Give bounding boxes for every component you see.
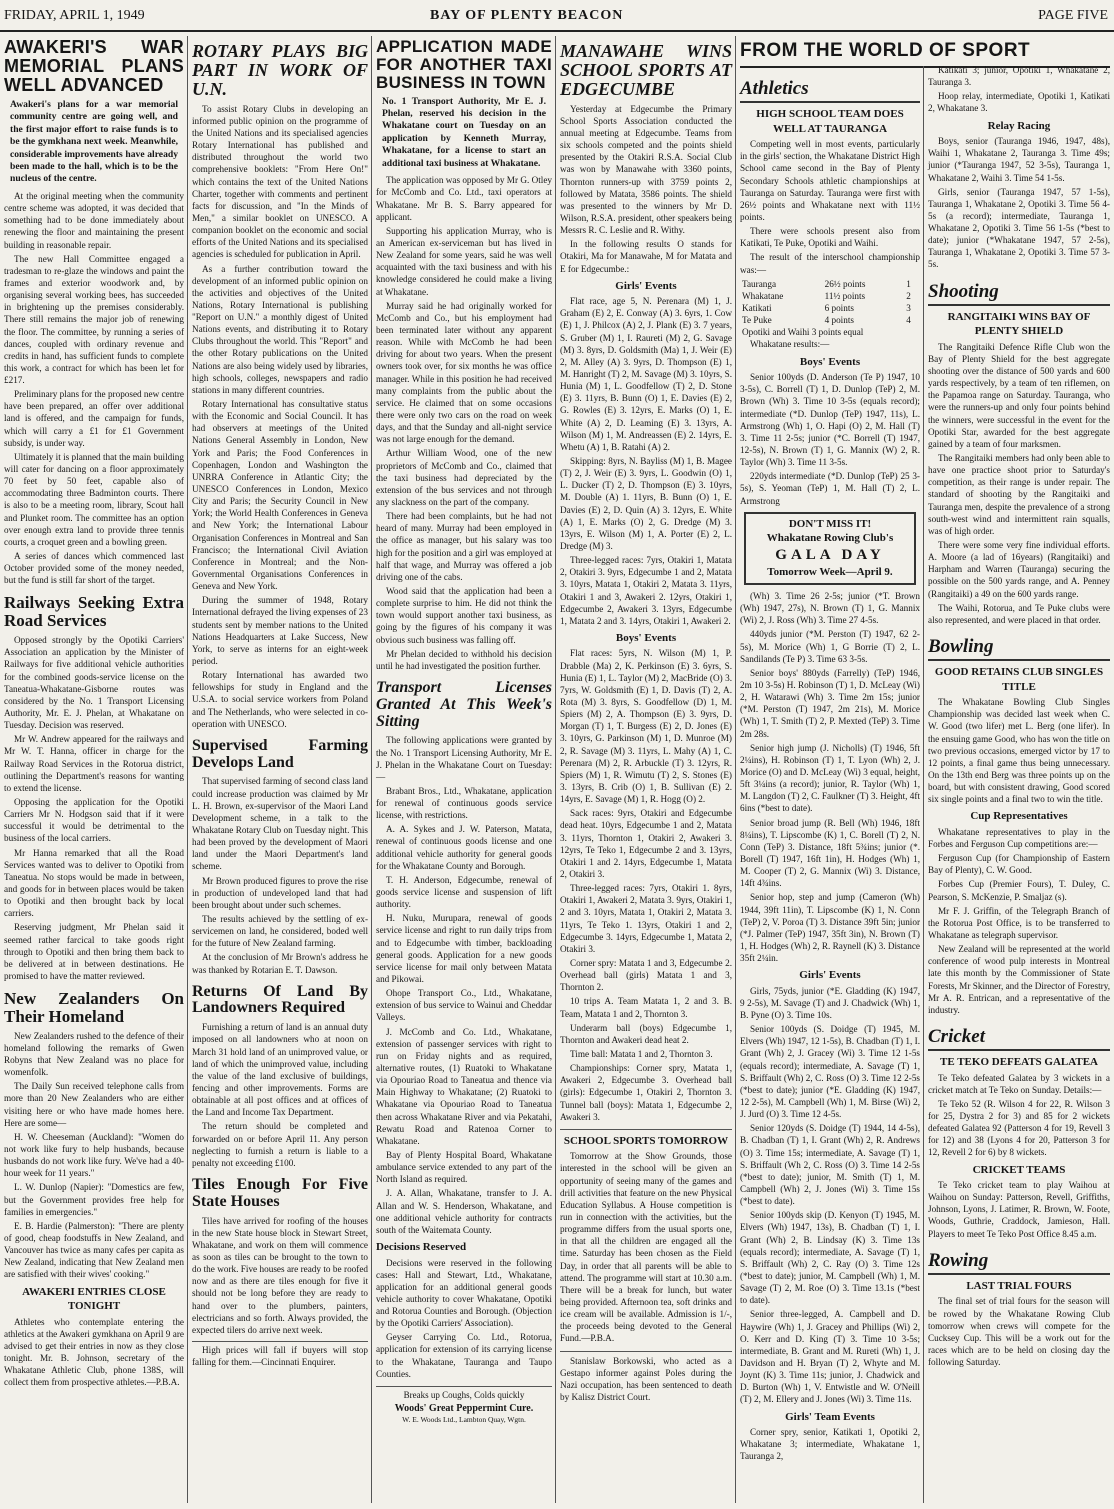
paragraph: The new Hall Committee engaged a tradesman to re-glaze the windows and paint the frames and exterior woodwork and, by organising several working bees, has succeeded in brightening up the premises considerably. There still remains the major job of renewing the floor. The committee, by running a series of dances, coupled with ordinary revenue and credits in hand, has sufficient funds to complete this work, a contract for which has been let for £217.	[4, 253, 184, 386]
headline-manawahe: MANAWAHE WINS SCHOOL SPORTS AT EDGECUMBE	[560, 41, 732, 99]
paragraph: Whakatane results:—	[750, 339, 830, 350]
headline-taxi-business: APPLICATION MADE FOR ANOTHER TAXI BUSINESS IN TOWN	[376, 37, 552, 92]
paragraph: Rotary International has awarded two fellowships for study in England and the U.S.A. to social service workers from Poland and The Netherlands, who were selected in co-operation with UNESCO.	[192, 670, 368, 729]
paragraph: Three-legged races: 7yrs, Otakiri 1, Matata 2, Otakiri 3. 9yrs, Edgecumbe 1 and 2, Matata 3. 10yrs, Matata 1, Otakiri 2, Matata 3. 11yrs, Otakiri 1 and 3, Awakeri 2. 12yrs, Otakiri 1, Edgecumbe 2, Awakeri 3. 13yrs, Edgecumbe 1, Matata 2 and 3. 14yrs, Otakiri 1, Awakeri 2.	[560, 555, 732, 626]
table-row: Te Puke 4 points 4	[742, 315, 911, 326]
box-line: Tomorrow Week—April 9.	[767, 566, 893, 579]
filler-quote: High prices will fall if buyers will stop falling for them.—Cincinnati Enquirer.	[192, 1341, 368, 1368]
section-cricket: Cricket	[928, 1024, 1110, 1051]
paragraph: Whakatane representatives to play in the Forbes and Ferguson Cup competitions are:—	[928, 826, 1110, 849]
column-rule	[735, 36, 736, 1503]
subhead-boys-events: Boys' Events	[615, 631, 677, 644]
paragraph: Girls, 75yds, junior (*E. Gladding (K) 1947, 9 2-5s), M. Savage (T) and J. Chadwick (Wh) 1, B. Pyne (O) 3. Time 10s.	[740, 985, 920, 1020]
paragraph: Mr Brown produced figures to prove the rise in production of undeveloped land that had been brought about under such schemes.	[192, 875, 368, 910]
box-line: Whakatane Rowing Club's	[766, 532, 894, 545]
paragraph: Flat races: 5yrs, N. Wilson (M) 1, P. Drabble (Ma) 2, K. Perkinson (E) 3. 6yrs, S. Hunia (E) 1, L. Taylor (M) 2, MacBride (O) 3. 7yrs, W. Goldsmith (E) 1, D. Davis (T) 2, A. Rota (M) 3. 8yrs, S. Goodfellow (D) 1, M. Spiers (M) 2, A. Thompson (E) 3. 9yrs, D. Morgan (T) 1, T. Burgess (E) 2, D. Jones (E) 3. 10yrs, G. Parkinson (M) 1, D. Munroe (M) 2, R. Savage (M) 3. 11yrs, L. Mahy (A) 1, C. Perenara (M) 2, R. Arbuckle (T) 3. 12yrs, R. Spiers (M) 1, R. Wimutu (T) 2, S. Stones (E) 3. 13yrs, B. Crib (O) 1, B. Sullivan (E) 2. 14yrs, E. Savage (M) 1, R. Hogg (O) 2.	[560, 648, 732, 805]
paragraph: Arthur William Wood, one of the new proprietors of McComb and Co., claimed that the taxi business had depreciated by the extension of the bus services and not through any slackness on the part of the company.	[376, 448, 552, 507]
headline-high-school-team: HIGH SCHOOL TEAM DOES WELL AT TAURANGA	[756, 108, 904, 135]
paragraph: Senior high jump (J. Nicholls) (T) 1946, 5ft 2¼ins), H. Robinson (T) 1, T. Lyon (Wh) 2, J. Morice (O) and D. McLeay (Wi) 3 equal, height, 5ft 3¼ins (a record); junior, R. Taylor (Wh) 1, M. Langdon (T) 2, C. Faulkner (T) 3. Height, 4ft 6ins (*best to date).	[740, 742, 920, 814]
paragraph: The Rangitaiki Defence Rifle Club won the Bay of Plenty Shield for the best aggregate shooting over the distance of 500 yards and 600 yards respectively, by a team of ten riflemen, on the Papamoa range on Saturday. Tauranga, who were the runners-up and only four points behind the winners, were successful in the event for the Opotiki Star, awarded for the best aggregate gained by a team of four marksmen.	[928, 341, 1110, 449]
paragraph: Boys, senior (Tauranga 1946, 1947, 48s), Waihi 1, Whakatane 2, Tauranga 3. Time 49s; junior (*Tauranga 1947, 52 3-5s), Tauranga 1, Whakatane 2, Waihi 3. Time 54 1-5s.	[928, 136, 1110, 183]
paragraph: Opposing the application for the Opotiki Carriers Mr N. Hodgson said that if it were successful it would be detrimental to the business of the local carriers.	[4, 796, 184, 844]
paragraph: The Daily Sun received telephone calls from more than 20 New Zealanders who are either visiting here or who have made homes here. Here are some—	[4, 1081, 184, 1128]
paragraph: Hoop relay, intermediate, Opotiki 1, Katikati 2, Whakatane 3.	[928, 91, 1110, 114]
section-bowling: Bowling	[928, 634, 1110, 661]
headline-good-retains: GOOD RETAINS CLUB SINGLES TITLE	[934, 666, 1104, 693]
paragraph: Three-legged races: 7yrs, Otakiri 1. 8yrs, Otakiri 1, Awakeri 2, Matata 3. 9yrs, Otakiri 1, 2 and 3. 10yrs, Matata 1, Otakiri 2, Matata 3. 11yrs, Te Teko 1. 13yrs, Otakiri 1 and 2, Edgecumbe 3. 14yrs, Edgecumbe 1, Matata 2, Otakiri 3.	[560, 883, 732, 954]
paragraph: That supervised farming of second class land could increase production was claimed by Mr L. H. Brown, ex-supervisor of the Maori Land Development scheme, in a talk to the Whakatane Rotary Club on Tuesday night. This had been proved by the development of Maori land under the Maori Department's land scheme.	[192, 776, 368, 872]
masthead	[0, 0, 1114, 32]
paragraph: The results achieved by the settling of ex-servicemen on land, he considered, boded well for the future of New Zealand farming.	[192, 913, 368, 949]
advert-line: Breaks up Coughs, Colds quickly	[403, 1389, 525, 1400]
headline-awakeri-memorial: AWAKERI'S WAR MEMORIAL PLANS WELL ADVANCED	[4, 37, 184, 95]
paragraph: (Wh) 3. Time 26 2-5s; junior (*T. Brown (Wh) 1947, 27s), N. Brown (T) 1, G. Mannix (Wi) 2, J. Ross (Wh) 3. Time 27 4-5s.	[740, 590, 920, 626]
paragraph: 220yds intermediate (*D. Dunlop (TeP) 25 3-5s), S. Yeoman (TeP) 1, M. Hall (T) 2, L. Armstrong	[740, 471, 920, 506]
paragraph: Preliminary plans for the proposed new centre have been prepared, an offer over additional land is offered, and the campaign for funds, which will carry a £1 for £1 Government subsidy, is under way.	[4, 389, 184, 448]
column-rule	[187, 36, 188, 1503]
page-number: PAGE FIVE	[1038, 8, 1108, 23]
paragraph: There were schools present also from Katikati, Te Puke, Opotiki and Waihi.	[740, 226, 920, 249]
paragraph: Mr Phelan decided to withhold his decision until he had investigated the position further.	[376, 648, 552, 671]
subhead-cup-representatives: Cup Representatives	[970, 810, 1068, 823]
paragraph: Decisions were reserved in the following cases: Hall and Stewart, Ltd., Whakatane, application for an additional general goods vehicle authority to cover Whakatane, Opotiki and Rotorua Counties and Borough. (Objection by the Opotiki Carriers' Association).	[376, 1257, 552, 1329]
paragraph: Corner spry: Matata 1 and 3, Edgecumbe 2. Overhead ball (girls) Matata 1 and 3, Thornton 2.	[560, 957, 732, 993]
table-row: Whakatane 11½ points 2	[742, 290, 911, 301]
paragraph: J. McComb and Co. Ltd., Whakatane, extension of passenger services with right to run on Friday nights and as required, alternative routes, (1) Ruatoki to Whakatane via Opouriao Road to Taneatua and thence via Main Highway to Whakatane; (2) Ruatoki to Whakatane via Opouriao Road to Taneatua then across Whakatane River and via Pekatahi, Rewatu Road and Ratenoa Corner to Whakatane.	[376, 1026, 552, 1146]
paragraph: Championships: Corner spry, Matata 1, Awakeri 2, Edgecumbe 3. Overhead ball (girls): Edgecumbe 1, Otakiri 2, Thornton 3. Tunnel ball (boys): Matata 1, Edgecumbe 2, Awakeri 3.	[560, 1063, 732, 1122]
headline-awakeri-entries: AWAKERI ENTRIES CLOSE TONIGHT	[22, 1285, 166, 1313]
paragraph: H. W. Cheeseman (Auckland): "Women do not work like fury to help husbands, because husbands do not work like fury. We've had a 40-hour week for 11 years."	[4, 1131, 184, 1179]
paragraph: As a further contribution toward the development of an informed public opinion on the activities and objectives of the United Nations, Rotary International is publishing "Report on U.N." a monthly digest of United Nations events, and distributing it to Rotary Clubs throughout the world. This "Report" and the other Rotary publications on the United Nations are also being widely used by libraries, high schools, colleges, newspapers and radio stations in many different countries.	[192, 263, 368, 395]
table-row: Opotiki and Waihi 3 points equal	[742, 327, 864, 338]
paragraph: Te Teko defeated Galatea by 3 wickets in a cricket match at Te Teko on Sunday. Details:—	[928, 1072, 1110, 1095]
paragraph: Sack races: 9yrs, Otakiri and Edgecumbe dead heat. 10yrs, Edgecumbe 1 and 2, Matata 3. 11yrs, Thornton 1, Otakiri 2, Awakeri 3. 12yrs, Te Teko 1, Edgecumbe 2 and 3. 13yrs, Otakiri 1 and 2. 14yrs, Edgecumbe 1, Matata 2, Otakiri 3.	[560, 808, 732, 879]
paragraph: A. A. Sykes and J. W. Paterson, Matata, renewal of continuous goods license and one additional vehicle authority for general goods for the Whakatane County and Borough.	[376, 824, 552, 871]
headline-rotary: ROTARY PLAYS BIG PART IN WORK OF U.N.	[192, 41, 368, 99]
paragraph: Mr Hanna remarked that all the Road Services wanted was to deliver to Opotiki from Taneatua. No stops would be made in between, and goods for in between places would be taken to Opotiki and then brought back by local carriers.	[4, 847, 184, 919]
paragraph: Yesterday at Edgecumbe the Primary School Sports Association conducted the annual meeting at Edgecumbe. Teams from six schools competed and the points shield presented by the Otakiri R.S.A. Social Club was won by Manawahe with 3360 points, Thornton runners-up with 3759 points 2, followed by Matata, 3586 points. The shield was presented to the winners by Mr D. Wilson, R.S.A. president, other speakers being Messrs R. C. Leslie and R. Withy.	[560, 103, 732, 236]
paragraph: Senior boys' 880yds (Farrelly) (TeP) 1946, 2m 10 3-5s) H. Robinson (T) 1, D. McLeay (Wi) 2, H. Watarawi (Wh) 3. Time 2m 15s; junior (*M. Perston (T) 1947, 2m 21s), M. Morice (Wh) 1, T. Smith (T) 2, P. Mexted (TeP) 3. Time 2m 28s.	[740, 667, 920, 739]
column-rule	[555, 36, 556, 1503]
paragraph: New Zealand will be represented at the world conference of wood pulp interests in Montreal late this month by the Commissioner of State Forests, Mr Skinner, and the Director of Forestry, Mr A. R. Entrican, and a representative of the industry.	[928, 944, 1110, 1015]
section-shooting: Shooting	[928, 279, 1110, 306]
paragraph: Ferguson Cup (for Championship of Eastern Bay of Plenty), C. W. Good.	[928, 853, 1110, 876]
headline-supervised-farming: Supervised Farming Develops Land	[192, 736, 368, 771]
paragraph: Supporting his application Murray, who is an American ex-serviceman but has lived in New Zealand for some years, said he was well acquainted with the taxi business and with his knowledge considered he could make a living at Whakatane.	[376, 225, 552, 297]
paragraph: 440yds junior (*M. Perston (T) 1947, 62 2-5s), M. Morice (Wh) 1, G Borrie (T) 2, L. Sandilands (Te P) 3. Time 63 3-5s.	[740, 629, 920, 664]
paragraph: H. Nuku, Murupara, renewal of goods service license and right to run daily trips from and to Edgecumbe with timber, backloading general goods. Application for a new goods service license for mail only between Matata and Pikowai.	[376, 913, 552, 985]
paragraph: The final set of trial fours for the season will be rowed by the Whakatane Rowing Club tomorrow when crews will compete for the Cucksey Cup. This will be a work out for the races which are to be held on closing day the following Saturday.	[928, 1296, 1110, 1368]
advert-line: W. E. Woods Ltd., Lambton Quay, Wgtn.	[402, 1414, 526, 1424]
headline-te-teko: TE TEKO DEFEATS GALATEA	[939, 1056, 1098, 1069]
paragraph: The Rangitaiki members had only been able to have one practice shoot prior to Saturday's competition, as their range is under repair. The standard of shooting by the Rangitaiki and Tauranga men, despite the prevalence of a strong south-west wind and intermittent rain squalls, was of high order.	[928, 453, 1110, 536]
paragraph: Rotary International has consultative status with the Economic and Social Council. It has had observers at meetings of the United Nations General Assembly in London, New York and Paris; the Food Conferences in Copenhagen, London and Washington the UNRRA Conference in Atlantic City; the UNESCO Conferences in London, Mexico City and Paris; the Security Council in New York; the World Health Conferences in Geneva and New York; the International Labour Organisation Conferences in Montreal and San Francisco; the International Civil Aviation Conference in Montreal; and the Non-Governmental Organisations Conferences in Geneva and New York.	[192, 399, 368, 592]
headline-rangitaiki: RANGITAIKI WINS BAY OF PLENTY SHIELD	[947, 310, 1091, 338]
paragraph: Girls, senior (Tauranga 1947, 57 1-5s), Tauranga 1, Whakatane 2, Opotiki 3. Time 56 4-5s (a record); intermediate, Tauranga 1, Whakatane 2, Opotiki 3. Time 56 1-5s (*best to date); junior (*Whakatane 1947, 57 2-5s), Tauranga 1, Whakatane 2, Opotiki 3. Time 57 3-5s.	[928, 186, 1110, 270]
headline-cricket-teams: CRICKET TEAMS	[972, 1163, 1066, 1176]
paragraph: Skipping: 8yrs, N. Bayliss (M) 1, B. Magee (T) 2, J. Weir (E) 3. 9yrs, L. Goodwin (O) 1, L. Ducker (T) 2, D. Thompson (E) 3. 10yrs, M. Double (A) 1. 11yrs, B. Bunn (O) 1, E. Davies (E) 2, D. Quin (A) 3. 12yrs, E. White (A) 1, E. Marks (O) 2, G. Dredge (M) 3. 13yrs, E. Wilson (M) 1, A. Porter (E) 2, L. Dredge (M) 3.	[560, 455, 732, 551]
subhead-relay-racing: Relay Racing	[987, 119, 1051, 132]
paragraph: Senior 100yds (S. Doidge (T) 1945, M. Elvers (Wh) 1947, 12 1-5s), B. Chadban (T) 1, I. Grant (Wh) 2, J. Gracey (Wi) 3. Time 12 1-5s (equals record); intermediate, A. Savage (T) 1, S. Briffault (Wh) 2, C. Ross (O) 3. Time 12 2-5s (*best to date); junior (*E. Gladding (K) 1947, 12 2-5s), M. Campbell (Wh) 1, M. Birse (Wi) 2, J. Jurd (O) 3. Time 12 4-5s.	[740, 1024, 920, 1120]
issue-date: FRIDAY, APRIL 1, 1949	[4, 8, 145, 23]
paragraph: Senior 100yds (D. Anderson (Te P) 1947, 10 3-5s), C. Borrell (T) 1, D. Dunlop (TeP) 2, M. Brown (Wh) 3. Time 10 3-5s (equals record); intermediate (*D. Dunlop (TeP) 1947, 11s), L. Armstrong (Wh) 1, O. Hapi (O) 2, M. Hall (T) 3. Time 11 2-5s; junior (*C. Borrell (T) 1947, 12-5s), N. Brown (T) 1, G. Mannix (W) 2, R. Taylor (Wh) 3. Time 11 3-5s.	[740, 372, 920, 468]
advert-brand: Woods' Great Peppermint Cure.	[394, 1402, 534, 1414]
headline-returns-of-land: Returns Of Land By Landowners Required	[192, 982, 368, 1017]
paragraph: Competing well in most events, particularly in the girls' section, the Whakatane District High School came second in the Bay of Plenty Secondary Schools athletic championships at Tauranga on Saturday. Tauranga were first with 26½ points and Whakatane next with 11½ points.	[740, 139, 920, 223]
paragraph: At the conclusion of Mr Brown's address he was thanked by Rotarian E. T. Dawson.	[192, 952, 368, 975]
paragraph: Senior hop, step and jump (Cameron (Wh) 1944, 39ft 11in), T. Lipscombe (K) 1, N. Conn (TeP) 2, V. Poroa (T) 3. Distance 39ft 5in; junior (*J. Palmer (TeP) 1947, 35ft 3in), N. Brown (T) 1, H. Hodges (Wh) 2, R. Raynell (K) 3. Distance 35ft 2¼in.	[740, 892, 920, 964]
paragraph: Tomorrow at the Show Grounds, those interested in the school will be given an opportunity of seeing many of the games and drill activities that feature on the new Physical Education Syllabus. A House competition is run in connection with the activities, but the programme differs from the usual sports one, in that all the children are engaged all the time. Saturday has been chosen as the Field Day, in order that all parents will be able to attend. The programme will start at 10.30 a.m. There will be a break for lunch, but water being provided. Afternoon tea, soft drinks and ice cream will be available. Admission is 1/-, the proceeds being devoted to the General Fund.—P.B.A.	[560, 1151, 732, 1344]
paragraph: The Waihi, Rotorua, and Te Puke clubs were also represented, and were placed in that order.	[928, 602, 1110, 625]
paragraph: Opposed strongly by the Opotiki Carriers' Association an application by the Minister of Railways for five additional vehicle authorities for the combined goods-service license on the Taneatua-Whakatane-Gisborne routes was considered by the No. 1 Transport Licensing Authority, Mr. E. J. Phelan, at Whakatane on Tuesday. Decision was reserved.	[4, 635, 184, 731]
paragraph: L. W. Dunlop (Napier): "Domestics are few, but the Government provides free help for families in emergencies."	[4, 1182, 184, 1217]
paragraph: There were some very fine individual efforts. A. Moore (a lad of 16years) (Rangitaiki) and Harpham and Warren (Tauranga) securing the possible on the 500 yards range, and A. Penney (Rangitaiki) a 49 on the 600 yards range.	[928, 539, 1110, 599]
column-6	[928, 64, 1110, 1503]
table-row: Tauranga 26½ points 1	[742, 278, 911, 289]
headline-last-trial-fours: LAST TRIAL FOURS	[966, 1279, 1072, 1292]
column-rule	[923, 66, 924, 1503]
paragraph: Athletes who contemplate entering the athletics at the Awakeri gymkhana on April 9 are advised to get their entries in now as they close tonight. Mr. B. Johnson, secretary of the Whakatane Athletic Club, phone 138S, will collect them from prospective athletes.—P.B.A.	[4, 1316, 184, 1388]
paragraph: The application was opposed by Mr G. Otley for McComb and Co. Ltd., taxi operators at Whakatane. Mr B. S. Barry appeared for applicant.	[376, 175, 552, 222]
paragraph: Reserving judgment, Mr Phelan said it seemed rather farcical to take goods right through to Opotiki and then bring them back to be delivered at in between destinations. He promised to have the matter reviewed.	[4, 922, 184, 981]
paragraph: Flat race, age 5, N. Perenara (M) 1, J. Graham (E) 2, E. Conway (A) 3. 6yrs, 1. Cow (E) 1, J. Philcox (A) 2, J. Plank (E) 3. 7 years, S. Gruber (M) 1, I. Raureti (M) 2, G. Savage (M) 3. 8yrs, D. Goldsmith (Ma) 1, J. Weir (E) 2, M. Alley (A) 3. 9yrs, D. Thompson (E) 1, M. Hanright (T) 2, M. Savage (M) 3. 10yrs, S. Hunia (M) 1, L. Goodfellow (T) 2, D. Stone (E) 3. 11yrs, B. Bunn (O) 1, E. Davies (E) 2, G. Rowles (E) 3. 12yrs, E. Marks (O) 1, E. White (A) 2, D. Leaming (E) 3. 13yrs, A. Wilson (M) 1, M. Andreassen (E) 2. 14yrs, E. Whetu (A) 1, B. Ratahi (A) 2.	[560, 296, 732, 452]
paragraph: Corner spry, senior, Katikati 1, Opotiki 2, Whakatane 3; intermediate, Whakatane 1, Tauranga 2,	[740, 1427, 920, 1462]
paragraph: Mr F. J. Griffin, of the Telegraph Branch of the Rotorua Post Office, is to be transferred to Whakatane as telegraph supervisor.	[928, 905, 1110, 940]
paragraph: T. H. Anderson, Edgecumbe, renewal of goods service license and suspension of lift authority.	[376, 874, 552, 910]
paragraph: Geyser Carrying Co. Ltd., Rotorua, application for extension of its carrying license to the Whakatane, Tauranga and Taupo Counties.	[376, 1332, 552, 1379]
paragraph: Furnishing a return of land is an annual duty imposed on all landowners who at noon on March 31 hold land of an unimproved value, or land of which the unimproved value, including the value of the land exclusive of buildings, fencing and other improvements. Forms are obtainable at all post offices and at offices of the Land and Income Tax Department.	[192, 1022, 368, 1118]
paragraph: During the summer of 1948, Rotary International defrayed the living expenses of 23 students sent by member nations to the United Nations Headquarters at Lake Success, New York, to serve as interns for an eight-week period.	[192, 595, 368, 666]
table-row: Katikati 6 points 3	[742, 303, 911, 314]
paragraph: The following applications were granted by the No. 1 Transport Licensing Authority, Mr E. J. Phelan in the Whakatane Court on Tuesday:—	[376, 735, 552, 782]
paragraph: J. A. Allan, Whakatane, transfer to J. A. Allan and W. S. Henderson, Whakatane, and one additional vehicle authority for contracts south of the Waitemata County.	[376, 1188, 552, 1235]
paragraph: Senior three-legged, A. Campbell and D. Haywire (Wh) 1, J. Gracey and Phillips (Wi) 2, O. Kerr and D. King (T) 3. Time 10 3-5s; intermediate, B. Grant and M. Rureti (Wh) 1, J. Davidson and H. Bryan (T) 2, Whyte and M. Joynt (K) 3. Time 11s; junior, J. Chadwick and D. Burton (Wh) 1, V. Entwistle and W. O'Neill (T) 2, M. Ellery and J. Jones (Wi) 3. Time 11s.	[740, 1309, 920, 1405]
paragraph: Forbes Cup (Premier Fours), T. Duley, C. Pearson, S. McKenzie, P. Smaljaz (s).	[928, 879, 1110, 902]
subhead-girls-events: Girls' Events	[799, 969, 861, 982]
column-4	[560, 36, 732, 1503]
headline-transport-licenses: Transport Licenses Granted At This Week's Sitting	[376, 678, 552, 730]
interschool-results-table	[740, 278, 920, 339]
subhead-decisions-reserved: Decisions Reserved	[376, 1240, 467, 1253]
paragraph: Bay of Plenty Hospital Board, Whakatane ambulance service extended to any part of the North Island as required.	[376, 1150, 552, 1185]
section-rowing: Rowing	[928, 1248, 1110, 1275]
advert-peppermint-cure	[376, 1386, 552, 1425]
box-line: DON'T MISS IT!	[788, 517, 872, 530]
paragraph: Senior 100yds skip (D. Kenyon (T) 1945, M. Elvers (Wh) 1947, 13s), B. Chadban (T) 1, I. Grant (Wh) 2, B. Lindsay (K) 3. Time 13s (equals record); intermediate, A. Savage (T) 1, S. Briffault (Wh) 2, C. Ray (O) 3. Time 12s (*best to date); junior, M. Campbell (Wh) 1, M. Savage (T) 2, M. Roe (O) 3. Time 13.1s (*best to date).	[740, 1210, 920, 1306]
paragraph: Te Teko 52 (R. Wilson 4 for 22, R. Wilson 3 for 25, Dystra 2 for 3) and 85 for 2 wickets defeated Galatea 92 (Patterson 4 for 19, Revell 3 for 12) and 38 (Lyons 4 for 20, Patterson 3 for 12, Revell 2 for 6) by 8 wickets.	[928, 1098, 1110, 1158]
paragraph: 10 trips A. Team Matata 1, 2 and 3. B. Team, Matata 1 and 2, Thornton 3.	[560, 996, 732, 1019]
paragraph: New Zealanders rushed to the defence of their homeland following the remarks of Gwen Robyns that New Zealand was no place for womenfolk.	[4, 1030, 184, 1078]
subhead-boys-events: Boys' Events	[799, 355, 861, 368]
subhead-girls-events: Girls' Events	[615, 279, 677, 292]
paragraph: There had been complaints, but he had not heard of many. Murray had been employed in the office as manager, but his salary was too high for the position and a girl was employed at half that wage, and Murray was offered a job driving one of the cabs.	[376, 511, 552, 582]
paragraph: A series of dances which commenced last October provided some of the money needed, but the fund is still far short of the target.	[4, 551, 184, 586]
gala-day-box	[744, 512, 916, 585]
paragraph: Tiles have arrived for roofing of the houses in the new State house block in Stewart Street, Whakatane, and work on them will commence as soon as tiles can be brought to the town to do the work. Five houses are ready to be roofed now and as there are tiles enough for five it should not be long before they are ready to hand over to the plumbers, painters, electricians and so forth. Always provided, the expected tilers do arrive next week.	[192, 1215, 368, 1335]
column-2	[192, 36, 368, 1503]
paragraph: Time ball: Matata 1 and 2, Thornton 3.	[570, 1048, 713, 1059]
headline-tiles: Tiles Enough For Five State Houses	[192, 1175, 368, 1210]
section-athletics: Athletics	[740, 76, 920, 103]
paragraph: The result of the interschool championship was:—	[740, 252, 920, 275]
column-3	[376, 36, 552, 1503]
subhead-girls-team-events: Girls' Team Events	[785, 1410, 875, 1423]
column-1	[4, 36, 184, 1503]
paragraph: Ohope Transport Co., Ltd., Whakatane, extension of bus service to Wainui and Cheddar Valleys.	[376, 988, 552, 1023]
headline-school-sports-tomorrow: SCHOOL SPORTS TOMORROW	[560, 1129, 732, 1149]
section-title-sport: FROM THE WORLD OF SPORT	[740, 38, 1110, 68]
paragraph: Murray said he had originally worked for McComb and Co., but his employment had been terminated later without any apparent reason. While with McComb he had been driving for about two years. When the present owners took over, for six months he was office manager. While in this position he had received many complaints from the public about the service. He claimed that on some occasions there were only two cars on the road on week days, and that the Sunday and all-night service was not large enough for the demand.	[376, 300, 552, 445]
headline-new-zealanders: New Zealanders On Their Homeland	[4, 989, 184, 1026]
paragraph: Ultimately it is planned that the main building will cater for dancing on a floor approximately 70 feet by 50 feet, capable also of accommodating three Badminton courts. There is also to be a meeting room, library, Scout hall and Plunket room. The committee has an option over enough extra land to provide three tennis courts, a croquet green and a bowling green.	[4, 451, 184, 547]
box-line: GALA DAY	[775, 546, 885, 563]
paragraph: At the original meeting when the community centre scheme was adopted, it was decided that something had to be done immediately about renewing the floor and maintaining the present building in reasonable repair.	[4, 190, 184, 250]
paragraph: The return should be completed and forwarded on or before April 11. Any person neglecting to furnish a return is liable to a penalty not exceeding £100.	[192, 1121, 368, 1168]
paragraph: Underarm ball (boys) Edgecumbe 1, Thornton and Awakeri dead heat 2.	[560, 1022, 732, 1045]
paper-name: BAY OF PLENTY BEACON	[430, 8, 624, 23]
paragraph: Senior 120yds (S. Doidge (T) 1944, 14 4-5s), B. Chadban (T) 1, I. Grant (Wh) 2, R. Andrews (O) 3. Time 15s; intermediate, A. Savage (T) 1, S. Briffault (Wh 2, C. Ross (O) 3. Time 14 2-5s (*best to date); junior, M. Smith (T) 1, M. Campbell (Wh) 2, J. Jones (Wi) 3. Time 15s (*best to date).	[740, 1123, 920, 1207]
paragraph: Wood said that the application had been a complete surprise to him. He did not think the town would support another taxi business, as going by the figures of his company it was obvious such business was falling off.	[376, 585, 552, 645]
paragraph: Katikati 3; junior, Opotiki 1, Whakatane 2, Tauranga 3.	[928, 65, 1110, 88]
paragraph: To assist Rotary Clubs in developing an informed public opinion on the programme of the United Nations and its specialised agencies Rotary International has published and distributed throughout the world two comprehensive booklets: "From Here On!" which contains the text of the United Nations Charter, together with comments and pertinent facts for discussion, and "In the Minds of Men," a similar booklet on UNESCO. A companion booklet on the economic and social efforts of the United Nations and its specialised agencies is scheduled for publication in April.	[192, 103, 368, 260]
paragraph: Stanislaw Borkowski, who acted as a Gestapo informer against Poles during the Nazi occupation, has been sentenced to death by Kalisz District Court.	[560, 1351, 732, 1404]
paragraph: Te Teko cricket team to play Waihou at Waihou on Sunday: Patterson, Revell, Griffiths, Johnson, Lyons, J. Latimer, R. Brown, W. Foote, Woods, Guthrie, Craddock, Jamieson, Hall. Players to meet Te Teko Post Office 8.45 a.m.	[928, 1180, 1110, 1239]
paragraph: The Whakatane Bowling Club Singles Championship was decided last week when C. W. Good (two lifer) met L. Berg (one lifer). In the ensuing game Good, who has won the title on two previous occasions, emerged victor by 17 to 12 points, a final game thus being unnecessary. On the 13th end Berg was three points up on the board, but with consistent drawing, Good scored six single points and a final two to win the title.	[928, 697, 1110, 805]
paragraph: Senior broad jump (R. Bell (Wh) 1946, 18ft 8¼ins), T. Lipscombe (K) 1, C. Borell (T) 2, N. Conn (TeP) 3. Distance, 18ft 5¾ins; junior (*. Borell (T) 1947, 16ft 1in), H. Hodges (Wh) 1, M. Cooper (T) 2, G. Mannix (Wi) 3. Distance, 14ft 4¾ins.	[740, 817, 920, 889]
paragraph: Mr W. Andrew appeared for the railways and Mr W. T. Hanna, officer in charge for the Railway Road Services in the Rotorua district, outlining the Department's reasons for wanting to extend the license.	[4, 734, 184, 793]
headline-railways: Railways Seeking Extra Road Services	[4, 593, 184, 631]
deck-taxi: No. 1 Transport Authority, Mr E. J. Phelan, reserved his decision in the Whakatane court on Tuesday on an application by Kenneth Murray, Whakatane, for a license to start an additional taxi business at Whakatane.	[382, 95, 546, 169]
paragraph: E. B. Hardie (Palmerston): "There are plenty of good, cheap foodstuffs in New Zealand, and Vancouver has twice as many cafes per capita as New Zealand, indicating that New Zealand men are satisfied with their wives' cooking."	[4, 1220, 184, 1280]
column-rule	[371, 36, 372, 1503]
deck-awakeri: Awakeri's plans for a war memorial community centre are going well, and the first major effort to raise funds is to be the gymkhana next week. Meanwhile, considerable improvements have already been made to the hall, which is to be the nucleus of the centre.	[10, 98, 178, 185]
paragraph: Brabant Bros., Ltd., Whakatane, application for renewal of continuous goods service license, with restrictions.	[376, 785, 552, 821]
paragraph: In the following results O stands for Otakiri, Ma for Manawahe, M for Matata and E for Edgecumbe.:	[560, 239, 732, 274]
